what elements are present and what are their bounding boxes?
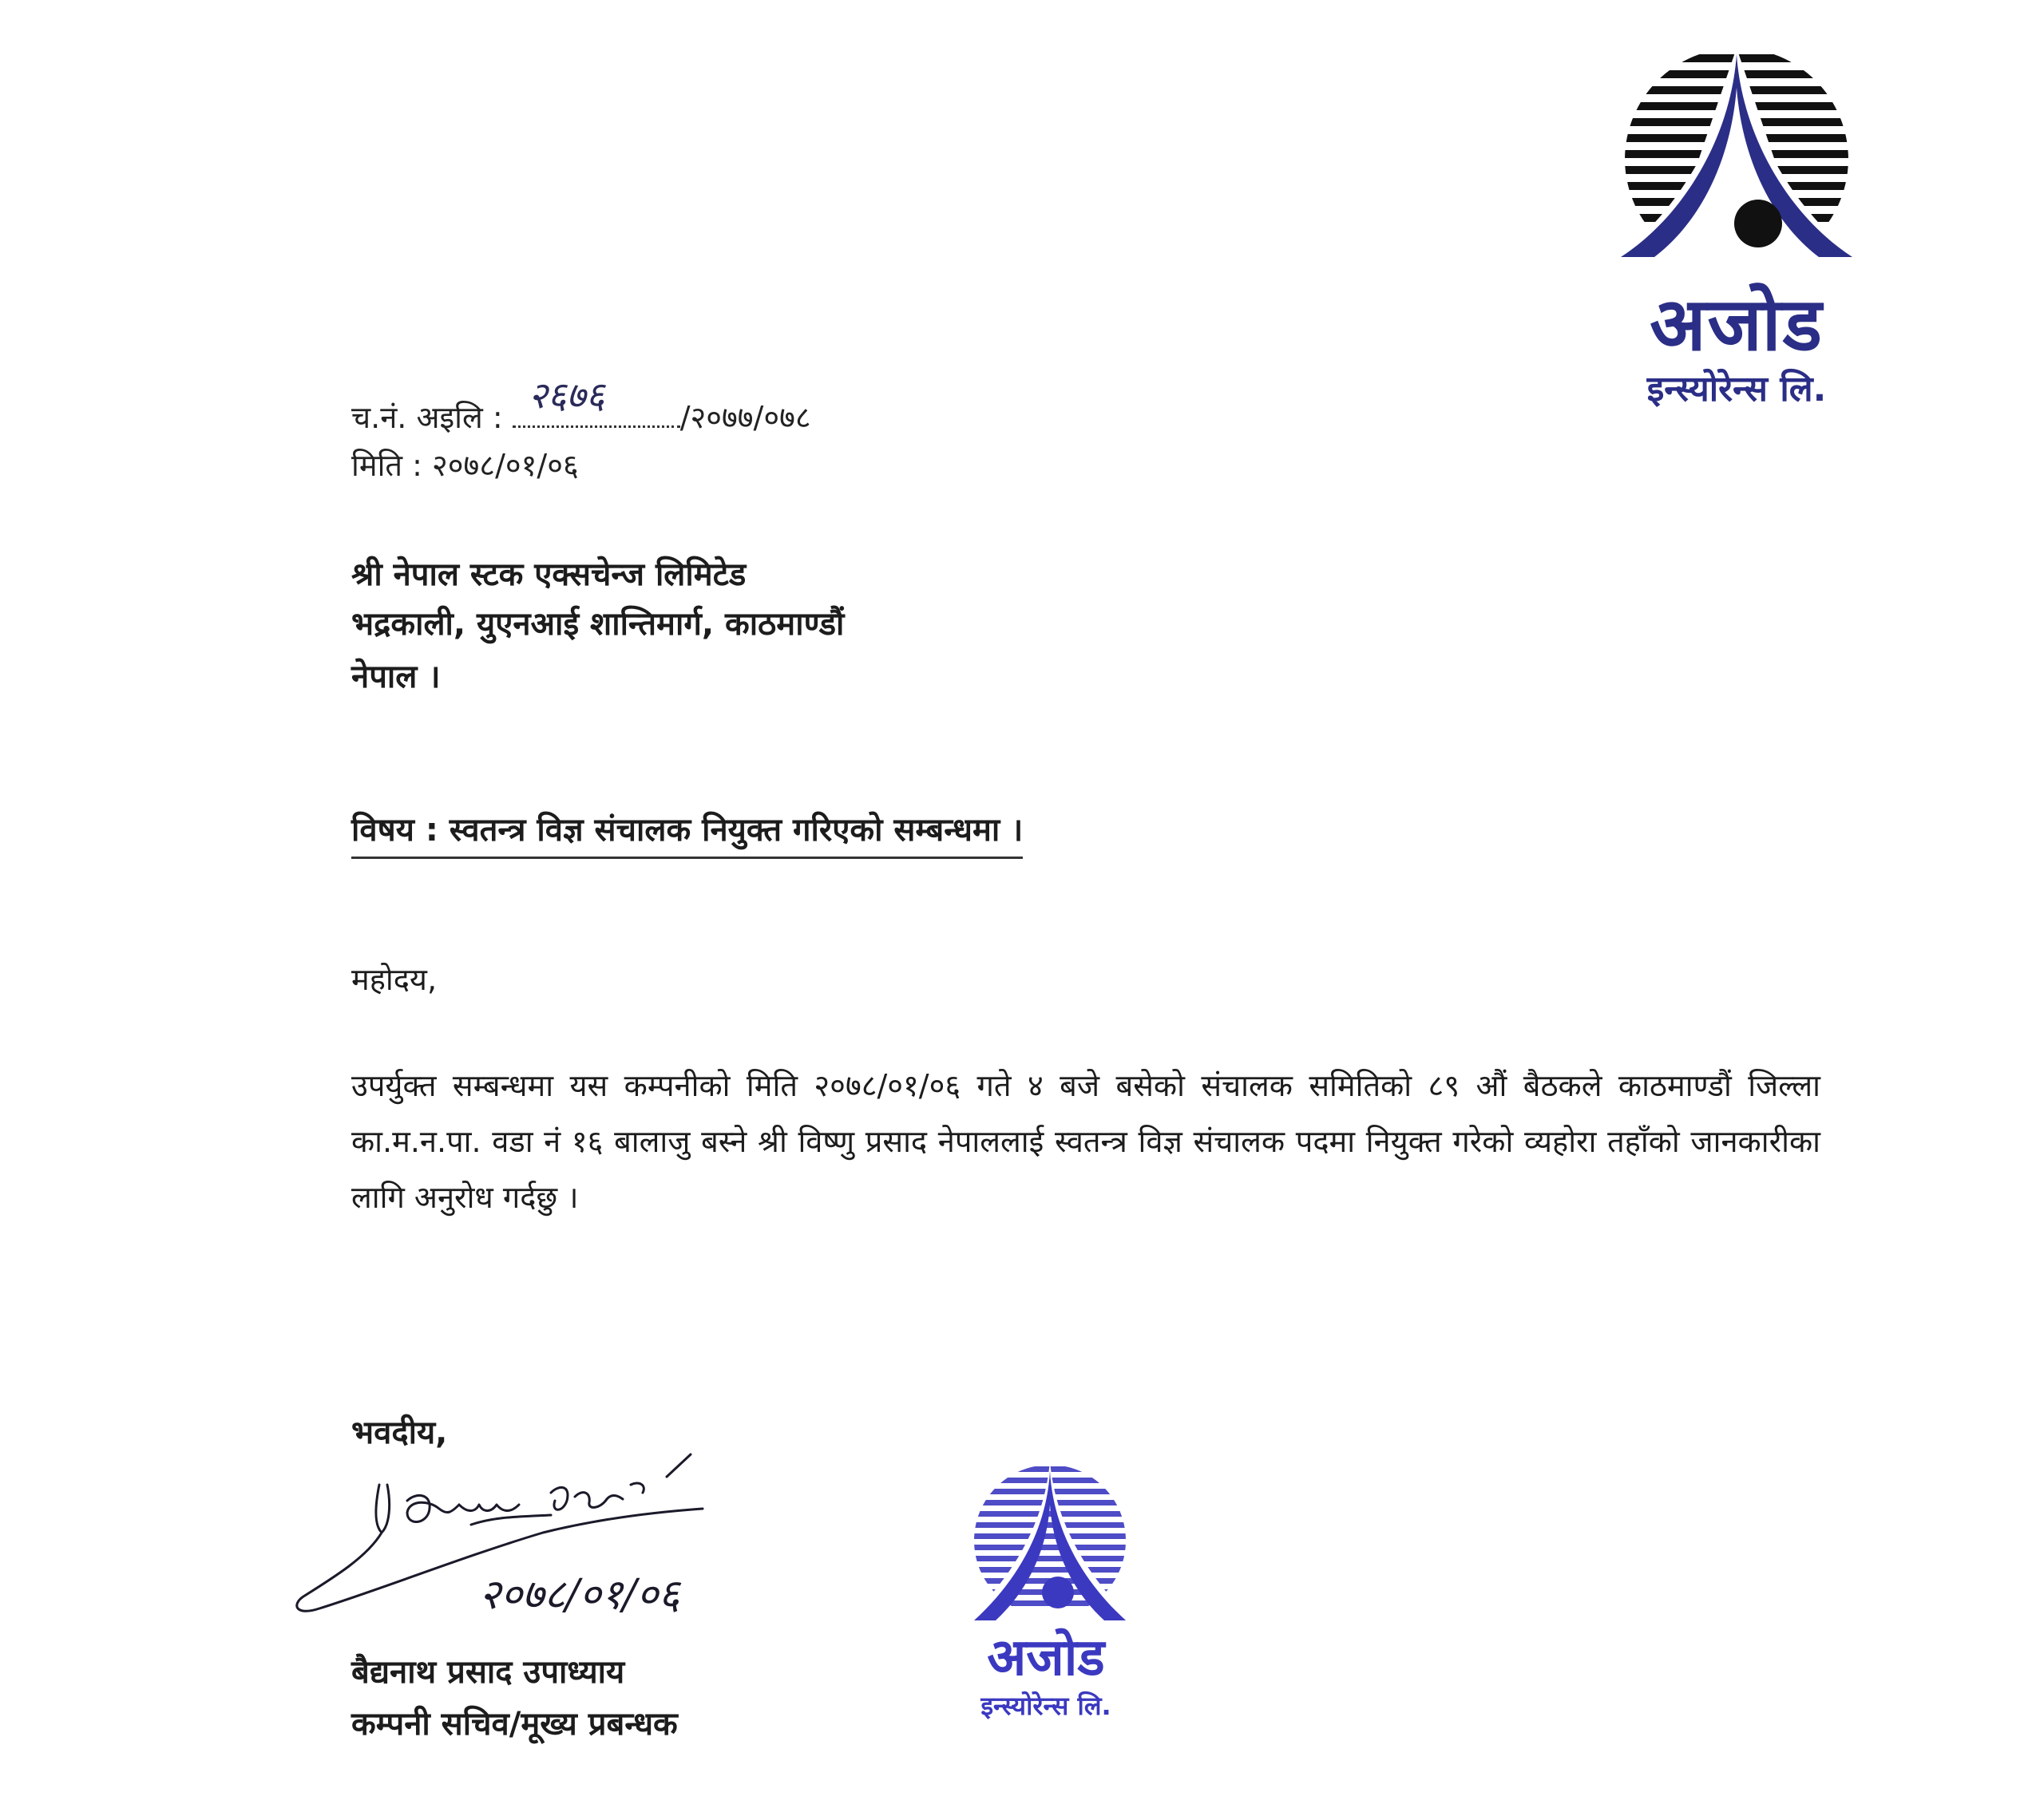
- salutation: महोदय,: [351, 962, 438, 997]
- company-brand-name: अजोड: [1650, 282, 1824, 367]
- letter-subject: विषय : स्वतन्त्र विज्ञ संचालक नियुक्त गरिएको सम्बन्धमा ।: [351, 806, 1023, 859]
- reference-number-line: [351, 374, 811, 437]
- stamp-brand-subtitle: इन्स्योरेन्स लि.: [980, 1691, 1111, 1721]
- company-logo-icon: [1581, 32, 1892, 271]
- recipient-line-1: श्री नेपाल स्टक एक्सचेन्ज लिमिटेड: [351, 556, 747, 593]
- handwritten-signature: [287, 1437, 862, 1644]
- recipient-line-2: भद्रकाली, युएनआई शान्तिमार्ग, काठमाण्डौं: [351, 606, 845, 643]
- signer-name: बैद्यनाथ प्रसाद उपाध्याय: [351, 1654, 625, 1691]
- handwritten-reference-number: २६७६: [528, 374, 605, 417]
- recipient-line-3: नेपाल ।: [351, 659, 441, 695]
- reference-label: च.नं. अइलि :: [351, 400, 513, 435]
- closing: भवदीय,: [351, 1414, 448, 1451]
- signer-title: कम्पनी सचिव/मूख्य प्रबन्धक: [351, 1706, 678, 1743]
- letter-date: मिति : २०७८/०१/०६: [351, 448, 579, 483]
- reference-suffix: /२०७७/०७८: [679, 400, 811, 435]
- stamp-brand-name: अजोड: [987, 1628, 1105, 1687]
- company-stamp-icon: [946, 1457, 1154, 1624]
- company-brand-subtitle: इन्स्योरेन्स लि.: [1646, 369, 1827, 410]
- body-paragraph: उपर्युक्त सम्बन्धमा यस कम्पनीको मिति २०७८/०१/०६ गते ४ बजे बसेको संचालक समितिको ८९ औं बैठकले काठमाण्डौं जिल्ला का.म.न.पा. वडा नं १६ बालाजु बस्ने श्री विष्णु प्रसाद नेपाललाई स्वतन्त्र विज्ञ संचालक पदमा नियुक्त गरेको व्यहोरा तहाँको जानकारीका लागि अनुरोध गर्दछु ।: [351, 1068, 1820, 1215]
- handwritten-signature-date: २०७८/०१/०६: [479, 1571, 680, 1619]
- reference-dotted-field: [513, 374, 680, 428]
